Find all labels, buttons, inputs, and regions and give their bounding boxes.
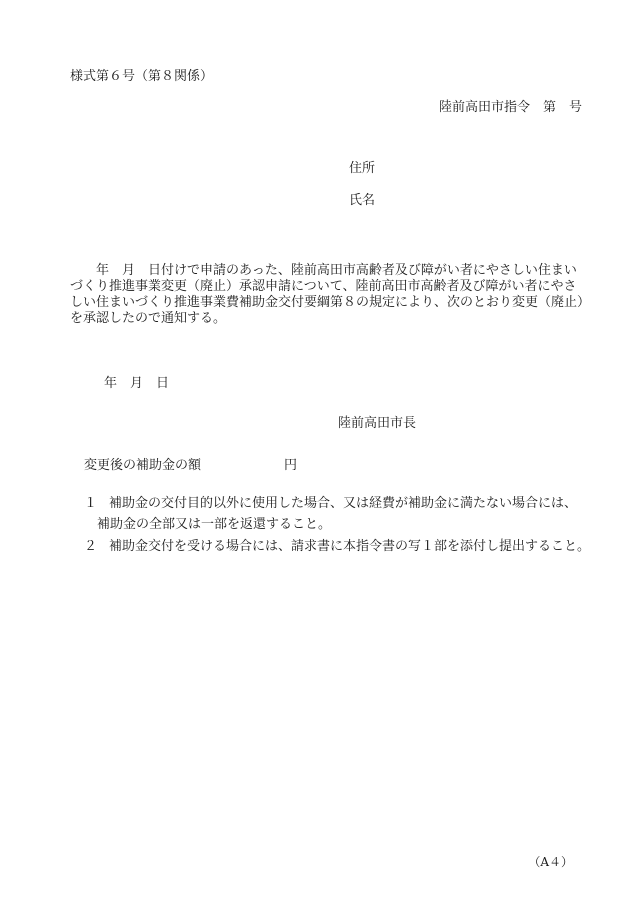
note-text: 補助金の交付目的以外に使用した場合、又は経費が補助金に満たない場合には、 (109, 496, 578, 511)
address-label: 住所 (349, 161, 376, 176)
amount-unit: 円 (284, 458, 298, 473)
body-line: しい住まいづくり推進事業費補助金交付要綱第８の規定により、次のとおり変更（廃止） (70, 295, 591, 310)
amount-label: 変更後の補助金の額 (84, 458, 202, 473)
note-number: ２ (84, 539, 98, 554)
name-label: 氏名 (349, 193, 376, 208)
form-number: 様式第６号（第８関係） (70, 69, 214, 84)
note-number: １ (84, 496, 98, 511)
body-line: 年 月 日付けで申請のあった、陸前高田市高齢者及び障がい者にやさしい住まい (70, 263, 577, 278)
body-line: づくり推進事業変更（廃止）承認申請について、陸前高田市高齢者及び障がい者にやさ (70, 279, 577, 294)
note-text: 補助金の全部又は一部を返還すること。 (97, 517, 332, 532)
paper-size-label: （A４） (528, 855, 573, 869)
date-line: 年 月 日 (104, 376, 170, 391)
directive-number: 陸前高田市指令 第 号 (438, 100, 582, 115)
amount-row (84, 459, 297, 472)
note-text: 補助金交付を受ける場合には、請求書に本指令書の写１部を添付し提出すること。 (109, 539, 591, 554)
issuer-name: 陸前高田市長 (338, 416, 417, 431)
body-line: を承認したので通知する。 (70, 311, 227, 326)
